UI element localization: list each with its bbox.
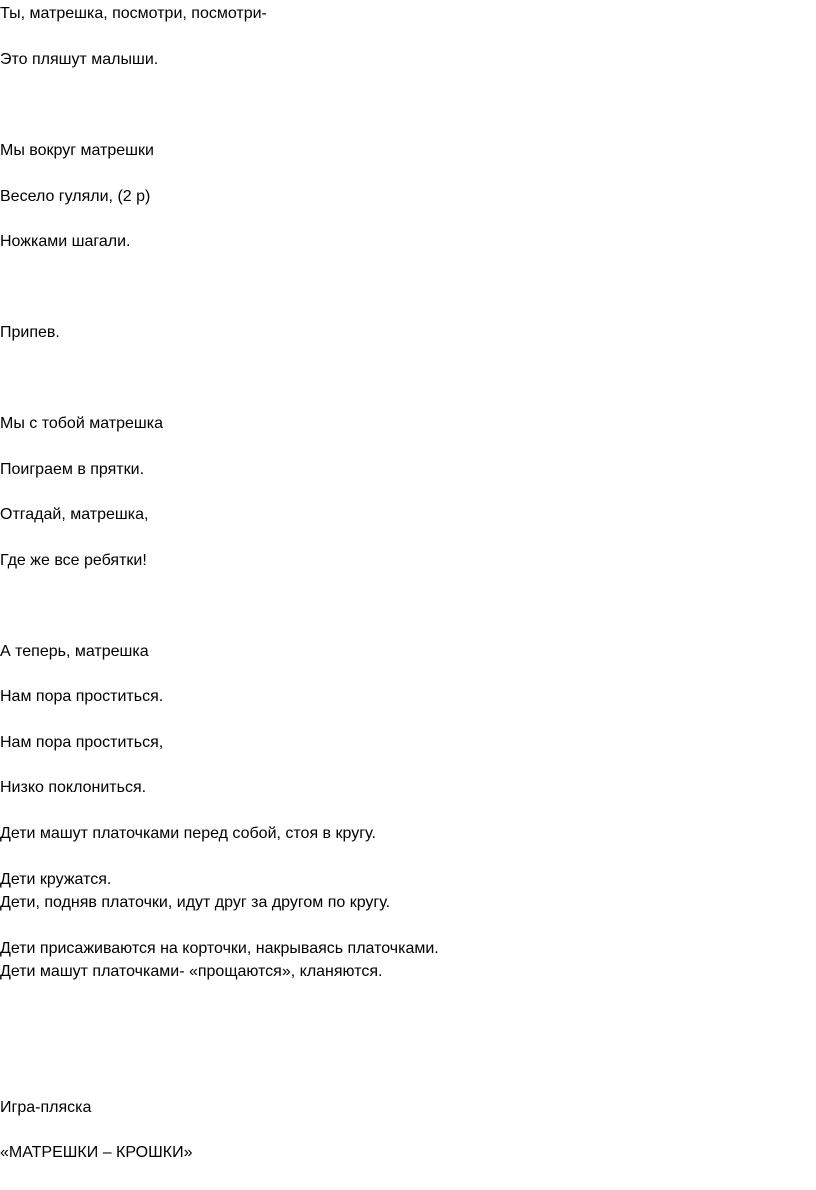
text-line: Игра-пляска	[0, 1099, 92, 1116]
text-line: Нам пора проститься.	[0, 688, 164, 705]
text-line: Дети машут платочками перед собой, стоя в кругу.	[0, 825, 376, 842]
text-line: Мы с тобой матрешка	[0, 415, 163, 432]
text-line: Ты, матрешка, посмотри, посмотри-	[0, 5, 267, 22]
text-line: «МАТРЕШКИ – КРОШКИ»	[0, 1144, 193, 1161]
text-line: Весело гуляли, (2 р)	[0, 188, 151, 205]
text-line: Поиграем в прятки.	[0, 461, 145, 478]
text-line: Где же все ребятки!	[0, 552, 147, 569]
text-line: Мы вокруг матрешки	[0, 142, 154, 159]
text-line: Отгадай, матрешка,	[0, 506, 149, 523]
text-line: Дети, подняв платочки, идут друг за другом по кругу.	[0, 894, 391, 911]
text-line: Дети присаживаются на корточки, накрываясь платочками.	[0, 940, 439, 957]
text-line: Низко поклониться.	[0, 779, 147, 796]
text-line: Дети кружатся.	[0, 871, 112, 888]
text-line: Дети машут платочками- «прощаются», кланяются.	[0, 963, 383, 980]
text-line: Ножками шагали.	[0, 233, 131, 250]
text-line: А теперь, матрешка	[0, 643, 149, 660]
text-line: Нам пора проститься,	[0, 734, 164, 751]
text-line: Это пляшут малыши.	[0, 51, 159, 68]
text-line: Припев.	[0, 324, 60, 341]
